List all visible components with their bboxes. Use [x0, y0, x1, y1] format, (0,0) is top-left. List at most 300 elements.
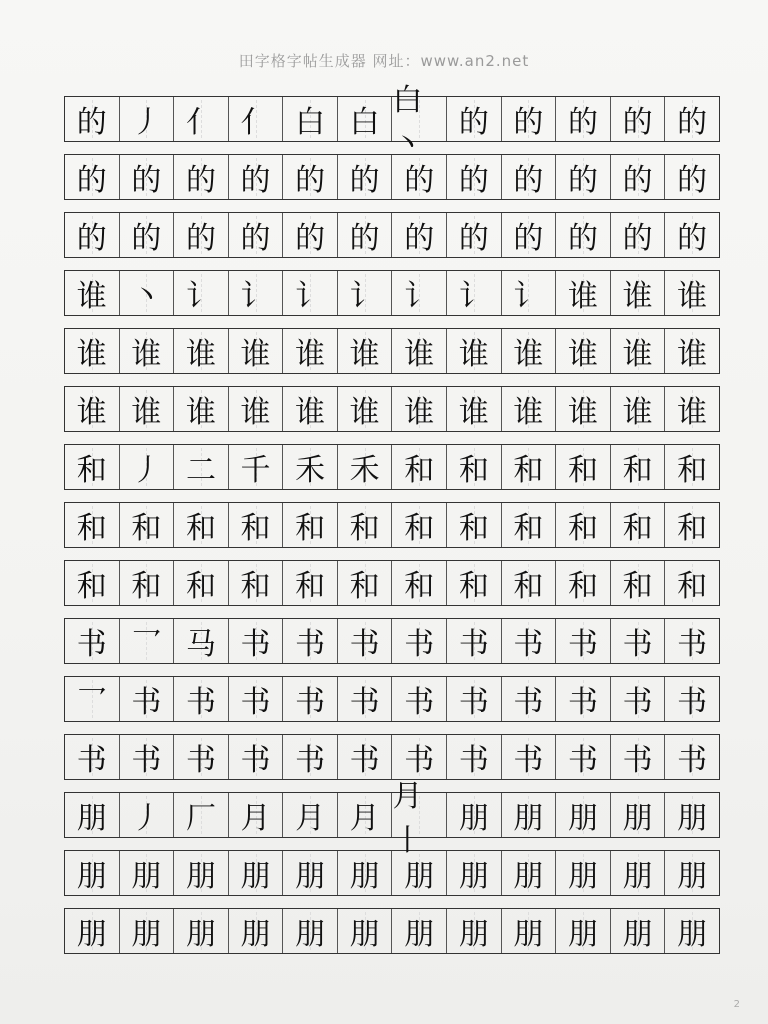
practice-character-cell — [283, 155, 338, 199]
character-text: 朋 — [513, 801, 544, 836]
character-text: 的 — [513, 105, 544, 140]
character-text: 亻 — [185, 105, 216, 140]
character-text: 和 — [458, 453, 489, 488]
practice-character-cell — [338, 735, 393, 779]
character-text: 的 — [567, 163, 598, 198]
practice-row — [64, 676, 720, 722]
character-text: 讠 — [513, 279, 544, 314]
practice-character-cell — [392, 619, 447, 663]
practice-character-cell — [338, 793, 393, 837]
character-text: 书 — [295, 743, 326, 778]
practice-character-cell — [229, 735, 284, 779]
practice-character-cell — [556, 97, 611, 141]
practice-character-cell — [611, 271, 666, 315]
character-text: 朋 — [349, 859, 380, 894]
character-text: 书 — [131, 743, 162, 778]
practice-character-cell — [611, 793, 666, 837]
practice-character-cell — [283, 677, 338, 721]
practice-character-cell — [283, 735, 338, 779]
practice-character-cell — [283, 909, 338, 953]
practice-character-cell — [338, 851, 393, 895]
practice-character-cell — [556, 503, 611, 547]
practice-character-cell — [556, 329, 611, 373]
practice-character-cell — [229, 445, 284, 489]
character-text: 千 — [240, 453, 271, 488]
practice-character-cell — [556, 735, 611, 779]
character-text: 和 — [622, 569, 653, 604]
character-text: 的 — [404, 163, 435, 198]
character-text: 的 — [622, 105, 653, 140]
character-text: 书 — [404, 685, 435, 720]
character-text: 朋 — [677, 917, 708, 952]
character-text: 和 — [677, 569, 708, 604]
character-text: 亻 — [240, 105, 271, 140]
character-text: 的 — [513, 221, 544, 256]
character-text: 朋 — [131, 859, 162, 894]
practice-character-cell — [447, 851, 502, 895]
practice-character-cell — [611, 213, 666, 257]
character-text: 的 — [622, 163, 653, 198]
character-text: 马 — [185, 627, 216, 662]
character-text: 朋 — [240, 917, 271, 952]
character-text: 谁 — [513, 337, 544, 372]
practice-character-cell — [556, 271, 611, 315]
practice-character-cell — [174, 271, 229, 315]
character-text: 谁 — [185, 395, 216, 430]
character-text: 谁 — [404, 395, 435, 430]
practice-character-cell — [665, 619, 719, 663]
character-text: 谁 — [458, 395, 489, 430]
character-text: 书 — [622, 685, 653, 720]
practice-character-cell — [338, 155, 393, 199]
character-text: 的 — [295, 163, 326, 198]
practice-character-cell — [447, 213, 502, 257]
practice-character-cell — [611, 387, 666, 431]
character-text: 谁 — [131, 395, 162, 430]
practice-character-cell — [556, 793, 611, 837]
character-text: 和 — [131, 511, 162, 546]
practice-character-cell — [502, 271, 557, 315]
character-text: 和 — [295, 511, 326, 546]
practice-character-cell — [120, 851, 175, 895]
practice-character-cell — [120, 445, 175, 489]
practice-character-cell — [338, 97, 393, 141]
character-text: 谁 — [513, 395, 544, 430]
character-text: 朋 — [404, 859, 435, 894]
character-text: 月 — [240, 801, 271, 836]
character-text: 和 — [349, 569, 380, 604]
character-text: 谁 — [622, 395, 653, 430]
practice-character-cell — [392, 387, 447, 431]
practice-character-cell — [120, 271, 175, 315]
character-text: 丿 — [131, 453, 162, 488]
practice-character-cell — [665, 561, 719, 605]
practice-character-cell — [392, 271, 447, 315]
practice-row — [64, 502, 720, 548]
character-text: 朋 — [513, 917, 544, 952]
character-text: 书 — [404, 743, 435, 778]
character-text: 书 — [349, 743, 380, 778]
practice-character-cell — [556, 677, 611, 721]
practice-character-cell — [556, 155, 611, 199]
character-text: 朋 — [567, 801, 598, 836]
character-text: 朋 — [240, 859, 271, 894]
character-text: 书 — [185, 743, 216, 778]
practice-character-cell — [283, 387, 338, 431]
practice-character-cell — [229, 793, 284, 837]
character-text: 朋 — [76, 859, 107, 894]
practice-character-cell — [338, 387, 393, 431]
character-text: 的 — [185, 221, 216, 256]
practice-character-cell — [229, 851, 284, 895]
practice-row — [64, 908, 720, 954]
practice-character-cell — [665, 909, 719, 953]
model-character-cell — [65, 909, 120, 953]
practice-character-cell — [229, 387, 284, 431]
practice-character-cell — [611, 445, 666, 489]
character-text: 丶 — [131, 279, 162, 314]
character-text: 书 — [131, 685, 162, 720]
practice-character-cell — [447, 677, 502, 721]
practice-character-cell — [611, 619, 666, 663]
character-text: 谁 — [567, 337, 598, 372]
practice-character-cell — [174, 909, 229, 953]
character-text: 朋 — [76, 917, 107, 952]
character-text: 月 — [349, 801, 380, 836]
model-character-cell — [65, 735, 120, 779]
character-text: 的 — [349, 163, 380, 198]
character-text: 和 — [404, 453, 435, 488]
model-character-cell — [65, 445, 120, 489]
practice-character-cell — [120, 793, 175, 837]
character-text: 谁 — [295, 337, 326, 372]
character-text: 谁 — [458, 337, 489, 372]
character-text: 谁 — [76, 395, 107, 430]
character-text: 的 — [240, 163, 271, 198]
character-text: 书 — [349, 627, 380, 662]
practice-character-cell — [338, 213, 393, 257]
character-text: 谁 — [677, 279, 708, 314]
practice-character-cell — [502, 619, 557, 663]
practice-character-cell — [556, 909, 611, 953]
character-text: 和 — [677, 453, 708, 488]
character-text: 的 — [677, 221, 708, 256]
practice-character-cell — [174, 619, 229, 663]
character-text: 讠 — [295, 279, 326, 314]
practice-character-cell — [502, 851, 557, 895]
practice-character-cell — [120, 677, 175, 721]
character-text: 月丨 — [392, 779, 423, 858]
practice-character-cell — [665, 793, 719, 837]
practice-character-cell — [611, 329, 666, 373]
practice-character-cell — [392, 779, 447, 858]
character-text: 朋 — [622, 859, 653, 894]
character-text: 和 — [513, 453, 544, 488]
character-text: 和 — [567, 569, 598, 604]
practice-character-cell — [120, 909, 175, 953]
character-text: 和 — [131, 569, 162, 604]
character-text: 白丶 — [392, 83, 423, 162]
character-text: 的 — [131, 163, 162, 198]
practice-character-cell — [283, 271, 338, 315]
practice-row — [64, 328, 720, 374]
practice-character-cell — [174, 503, 229, 547]
character-text: 书 — [458, 627, 489, 662]
practice-character-cell — [502, 735, 557, 779]
character-text: 和 — [458, 511, 489, 546]
model-character-cell — [65, 793, 120, 837]
character-text: 朋 — [76, 801, 107, 836]
character-text: 谁 — [131, 337, 162, 372]
practice-character-cell — [665, 503, 719, 547]
character-text: 和 — [240, 569, 271, 604]
character-text: 书 — [240, 627, 271, 662]
character-text: 朋 — [458, 917, 489, 952]
practice-character-cell — [392, 83, 447, 162]
character-text: 书 — [185, 685, 216, 720]
practice-character-cell — [229, 155, 284, 199]
character-text: 丿 — [131, 105, 162, 140]
practice-character-cell — [283, 619, 338, 663]
practice-character-cell — [556, 851, 611, 895]
practice-character-cell — [229, 271, 284, 315]
practice-character-cell — [120, 213, 175, 257]
practice-character-cell — [174, 387, 229, 431]
practice-character-cell — [556, 619, 611, 663]
character-text: 谁 — [185, 337, 216, 372]
character-text: 的 — [349, 221, 380, 256]
practice-character-cell — [447, 619, 502, 663]
character-text: 和 — [677, 511, 708, 546]
practice-character-cell — [229, 909, 284, 953]
practice-character-cell — [611, 503, 666, 547]
practice-character-cell — [502, 909, 557, 953]
practice-row — [64, 83, 720, 162]
character-text: 讠 — [185, 279, 216, 314]
character-text: 和 — [240, 511, 271, 546]
practice-row — [64, 270, 720, 316]
practice-character-cell — [611, 155, 666, 199]
model-character-cell — [65, 155, 120, 199]
character-text: 的 — [185, 163, 216, 198]
character-text: 讠 — [240, 279, 271, 314]
character-text: 谁 — [677, 395, 708, 430]
practice-character-cell — [174, 445, 229, 489]
character-text: 讠 — [404, 279, 435, 314]
character-text: 的 — [240, 221, 271, 256]
character-text: 书 — [567, 743, 598, 778]
practice-character-cell — [447, 155, 502, 199]
practice-row — [64, 618, 720, 664]
practice-character-cell — [447, 97, 502, 141]
practice-character-cell — [283, 851, 338, 895]
character-text: 朋 — [185, 859, 216, 894]
character-text: 书 — [240, 685, 271, 720]
practice-character-cell — [502, 793, 557, 837]
practice-character-cell — [447, 329, 502, 373]
practice-character-cell — [120, 97, 175, 141]
character-text: 书 — [567, 685, 598, 720]
character-text: 书 — [295, 685, 326, 720]
practice-character-cell — [392, 677, 447, 721]
model-character-cell — [65, 561, 120, 605]
character-text: 的 — [458, 105, 489, 140]
practice-row — [64, 444, 720, 490]
character-text: 白 — [295, 105, 326, 140]
practice-row — [64, 212, 720, 258]
character-text: 和 — [513, 511, 544, 546]
practice-character-cell — [174, 793, 229, 837]
character-text: 和 — [567, 511, 598, 546]
practice-character-cell — [392, 213, 447, 257]
character-text: 谁 — [677, 337, 708, 372]
practice-character-cell — [556, 213, 611, 257]
practice-character-cell — [665, 155, 719, 199]
character-text: 朋 — [131, 917, 162, 952]
practice-character-cell — [120, 735, 175, 779]
character-text: 的 — [404, 221, 435, 256]
practice-character-cell — [338, 619, 393, 663]
practice-character-cell — [283, 503, 338, 547]
character-text: 书 — [349, 685, 380, 720]
character-text: 书 — [677, 627, 708, 662]
character-text: 和 — [567, 453, 598, 488]
character-text: 朋 — [677, 801, 708, 836]
practice-character-cell — [392, 445, 447, 489]
practice-row — [64, 386, 720, 432]
practice-character-cell — [283, 793, 338, 837]
character-text: 书 — [677, 685, 708, 720]
character-text: 丿 — [131, 801, 162, 836]
character-text: 和 — [295, 569, 326, 604]
character-text: 的 — [131, 221, 162, 256]
character-text: 的 — [567, 221, 598, 256]
practice-character-cell — [447, 387, 502, 431]
practice-character-cell — [665, 735, 719, 779]
character-text: 书 — [513, 743, 544, 778]
practice-row — [64, 779, 720, 858]
character-text: 书 — [76, 743, 107, 778]
practice-character-cell — [120, 329, 175, 373]
character-text: 乛 — [76, 685, 107, 720]
character-text: 乛 — [131, 627, 162, 662]
character-text: 的 — [295, 221, 326, 256]
character-text: 和 — [622, 511, 653, 546]
practice-character-cell — [283, 97, 338, 141]
character-text: 谁 — [76, 279, 107, 314]
character-text: 月 — [295, 801, 326, 836]
model-character-cell — [65, 97, 120, 141]
practice-character-cell — [174, 677, 229, 721]
character-text: 和 — [185, 511, 216, 546]
practice-character-cell — [556, 445, 611, 489]
character-text: 谁 — [240, 395, 271, 430]
character-text: 和 — [622, 453, 653, 488]
character-text: 禾 — [349, 453, 380, 488]
practice-character-cell — [283, 561, 338, 605]
character-text: 书 — [513, 685, 544, 720]
practice-character-cell — [502, 329, 557, 373]
character-text: 朋 — [185, 917, 216, 952]
character-text: 谁 — [349, 337, 380, 372]
practice-grid — [64, 83, 720, 966]
practice-character-cell — [556, 387, 611, 431]
character-text: 谁 — [622, 279, 653, 314]
character-text: 朋 — [349, 917, 380, 952]
character-text: 白 — [349, 105, 380, 140]
practice-character-cell — [502, 677, 557, 721]
practice-character-cell — [283, 445, 338, 489]
character-text: 讠 — [349, 279, 380, 314]
character-text: 朋 — [458, 801, 489, 836]
character-text: 的 — [513, 163, 544, 198]
character-text: 的 — [622, 221, 653, 256]
practice-character-cell — [447, 503, 502, 547]
practice-character-cell — [447, 445, 502, 489]
character-text: 谁 — [567, 279, 598, 314]
practice-character-cell — [502, 97, 557, 141]
practice-character-cell — [447, 561, 502, 605]
character-text: 书 — [513, 627, 544, 662]
character-text: 书 — [295, 627, 326, 662]
character-text: 的 — [677, 163, 708, 198]
practice-character-cell — [665, 387, 719, 431]
practice-character-cell — [611, 561, 666, 605]
character-text: 的 — [677, 105, 708, 140]
practice-character-cell — [502, 387, 557, 431]
character-text: 朋 — [458, 859, 489, 894]
practice-character-cell — [611, 677, 666, 721]
character-text: 二 — [185, 453, 216, 488]
character-text: 谁 — [622, 337, 653, 372]
practice-character-cell — [174, 155, 229, 199]
practice-character-cell — [338, 329, 393, 373]
practice-character-cell — [392, 561, 447, 605]
practice-character-cell — [338, 561, 393, 605]
character-text: 书 — [404, 627, 435, 662]
character-text: 的 — [458, 163, 489, 198]
practice-character-cell — [229, 561, 284, 605]
practice-character-cell — [447, 909, 502, 953]
practice-character-cell — [229, 97, 284, 141]
character-text: 书 — [458, 685, 489, 720]
practice-character-cell — [338, 677, 393, 721]
practice-character-cell — [392, 909, 447, 953]
model-character-cell — [65, 619, 120, 663]
practice-character-cell — [338, 445, 393, 489]
practice-character-cell — [665, 271, 719, 315]
practice-character-cell — [447, 793, 502, 837]
practice-character-cell — [665, 213, 719, 257]
practice-character-cell — [283, 213, 338, 257]
practice-character-cell — [502, 155, 557, 199]
practice-character-cell — [120, 155, 175, 199]
practice-character-cell — [174, 851, 229, 895]
practice-character-cell — [502, 213, 557, 257]
character-text: 和 — [185, 569, 216, 604]
practice-character-cell — [338, 909, 393, 953]
model-character-cell — [65, 503, 120, 547]
character-text: 的 — [76, 105, 107, 140]
practice-character-cell — [447, 735, 502, 779]
character-text: 朋 — [404, 917, 435, 952]
character-text: 的 — [76, 221, 107, 256]
practice-character-cell — [447, 271, 502, 315]
practice-character-cell — [556, 561, 611, 605]
character-text: 朋 — [622, 917, 653, 952]
practice-character-cell — [120, 503, 175, 547]
character-text: 的 — [76, 163, 107, 198]
